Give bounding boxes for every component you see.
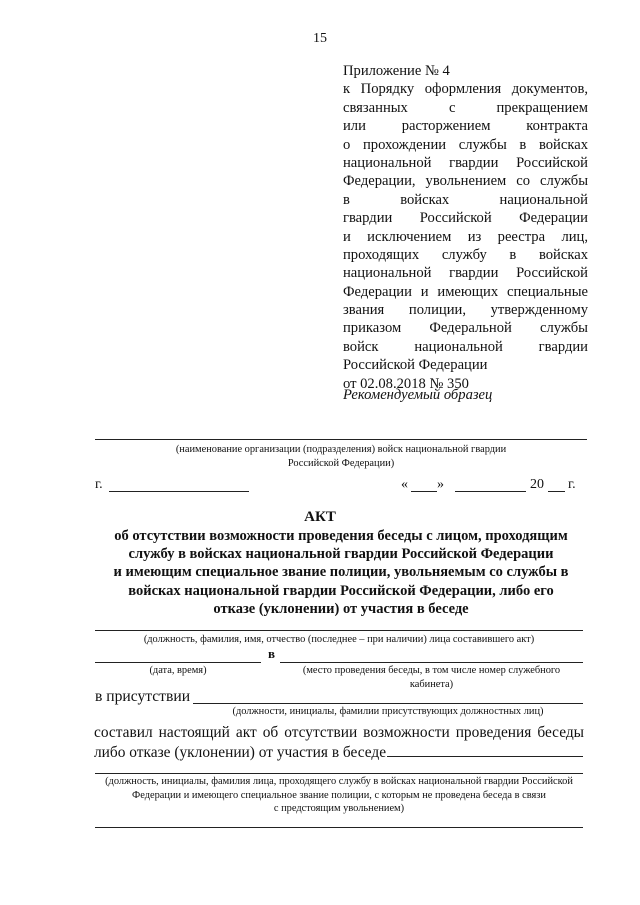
extra-field[interactable]: [95, 827, 583, 828]
year-suffix: г.: [568, 477, 576, 492]
presence-label: в присутствии: [95, 688, 191, 705]
appendix-line: к Порядку оформления документов,: [343, 81, 588, 98]
reason-field[interactable]: [387, 756, 583, 757]
presence-field[interactable]: [193, 703, 583, 704]
appendix-line: национальной гвардии Российской: [343, 154, 588, 171]
page-number: 15: [313, 31, 327, 46]
datetime-caption: (дата, время): [149, 665, 207, 676]
compiler-caption: (должность, фамилия, имя, отчество (последнее – при наличии) лица составившего акт): [143, 634, 535, 645]
city-prefix: г.: [95, 477, 103, 492]
datetime-field[interactable]: [95, 662, 261, 663]
day-field[interactable]: [411, 491, 437, 492]
appendix-line: Федерации и имеющих специальные: [343, 283, 588, 300]
appendix-line: войск национальной гвардии: [343, 338, 588, 355]
appendix-line: связанных с прекращением: [343, 99, 588, 116]
appendix-order-date: от 02.08.2018 № 350: [343, 375, 469, 392]
appendix-line: Российской Федерации: [343, 357, 488, 374]
quote-open: «: [401, 477, 408, 492]
act-title: АКТ: [304, 509, 336, 525]
year-field[interactable]: [548, 491, 565, 492]
appendix-line: звания полиции, утвержденному: [343, 302, 588, 319]
in-label: в: [268, 646, 276, 661]
act-subtitle-line: отказе (уклонении) от участия в беседе: [213, 600, 469, 617]
appendix-line: в войсках национальной: [343, 191, 588, 208]
act-subtitle-line: службу в войсках национальной гвардии Российской Федерации: [128, 546, 554, 563]
organization-field[interactable]: [95, 439, 587, 440]
month-field[interactable]: [455, 491, 526, 492]
appendix-line: гвардии Российской Федерации: [343, 210, 588, 227]
act-subtitle-line: войсках национальной гвардии Российской Федерации, либо его: [128, 582, 554, 599]
act-subtitle-line: об отсутствии возможности проведения беседы с лицом, проходящим: [114, 528, 568, 544]
place-caption-line: кабинета): [409, 679, 454, 690]
quote-close: »: [437, 477, 444, 492]
appendix-title: Приложение № 4: [343, 63, 450, 79]
presence-caption: (должности, инициалы, фамилии присутствующих должностных лиц): [232, 706, 544, 717]
compiler-field[interactable]: [95, 630, 583, 631]
appendix-line: национальной гвардии Российской: [343, 265, 588, 282]
place-caption: [280, 664, 583, 692]
recommended-sample-label: Рекомендуемый образец: [343, 387, 493, 403]
year-prefix: 20: [530, 477, 544, 492]
place-caption-line: (место проведения беседы, в том числе номер служебного: [302, 665, 561, 676]
person-caption-line: (должность, инициалы, фамилия лица, проходящего службу в войсках национальной гвардии Российской: [105, 776, 573, 787]
act-body-line: составил настоящий акт об отсутствии возможности проведения беседы: [94, 724, 584, 741]
city-field[interactable]: [109, 491, 249, 492]
organization-caption: [95, 443, 587, 471]
person-caption: [88, 775, 590, 816]
person-caption-line: Федерации и имеющего специальное звание полиции, с которым не проведена беседа в связи: [132, 789, 546, 801]
appendix-line: Федерации, увольнением со службы: [343, 173, 588, 190]
organization-caption-line: Российской Федерации): [287, 458, 395, 469]
act-body-line: либо отказе (уклонении) от участия в беседе: [94, 743, 387, 761]
person-caption-line: с предстоящим увольнением): [273, 803, 405, 814]
organization-caption-line: (наименование организации (подразделения) войск национальной гвардии: [175, 444, 507, 455]
appendix-line: о прохождении службы в войсках: [343, 136, 588, 153]
appendix-line: или расторжением контракта: [343, 118, 588, 135]
act-subtitle-line: и имеющим специальное звание полиции, увольняемым со службы в: [113, 564, 569, 581]
appendix-line: проходящих службу в войсках: [343, 246, 588, 263]
act-subtitle: [88, 527, 594, 618]
person-field[interactable]: [95, 773, 583, 774]
appendix-line: приказом Федеральной службы: [343, 320, 588, 337]
place-field[interactable]: [280, 662, 583, 663]
appendix-line: и исключением из реестра лиц,: [343, 228, 588, 245]
appendix-block: [343, 62, 588, 393]
